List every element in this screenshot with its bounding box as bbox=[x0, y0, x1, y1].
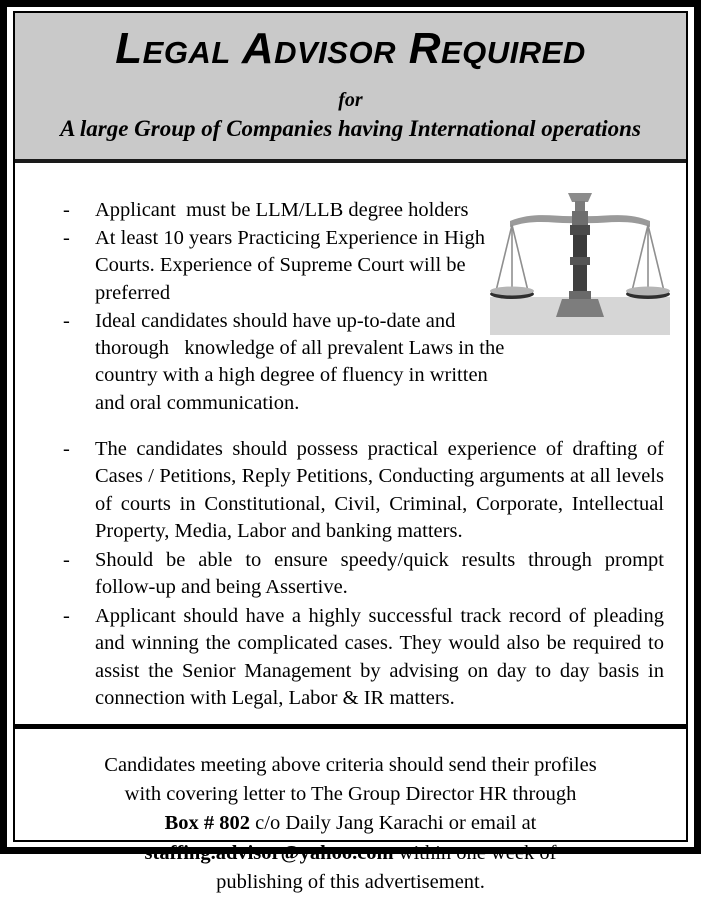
requirement-text: At least 10 years Practicing Experience in High Courts. Experience of Supreme Court will be preferred bbox=[95, 227, 491, 304]
instructions-line-3 bbox=[35, 809, 666, 838]
box-number-suffix: c/o Daily Jang Karachi or email at bbox=[250, 812, 537, 835]
bullet-marker: - bbox=[63, 198, 70, 221]
requirement-text: Should be able to ensure speedy/quick results through prompt follow-up and being Assertive. bbox=[95, 548, 670, 599]
bullet-marker: - bbox=[63, 309, 70, 332]
list-item bbox=[37, 547, 670, 602]
list-item bbox=[37, 436, 670, 546]
box-number: Box # 802 bbox=[164, 812, 251, 835]
application-instructions bbox=[15, 724, 686, 913]
list-item bbox=[37, 603, 670, 713]
list-item bbox=[37, 197, 507, 224]
requirement-text: The candidates should possess practical experience of drafting of Cases / Petitions, Reply Petitions, Conducting arguments at all levels of courts in Constitutional, Civil, Criminal, Corporate, Intellectual Property, Media, Labor and banking matters. bbox=[95, 437, 670, 543]
primary-requirements-list bbox=[37, 197, 510, 417]
list-item bbox=[37, 308, 510, 417]
requirement-text: Applicant should have a highly successful track record of pleading and winning the complicated cases. They would also be required to assist the Senior Management by advising on day to day basis in connection with Legal, Labor & IR matters. bbox=[95, 604, 670, 710]
list-item bbox=[37, 225, 507, 307]
advertisement-frame bbox=[13, 11, 688, 893]
bullet-marker: - bbox=[63, 548, 70, 571]
secondary-requirements-list bbox=[37, 436, 670, 713]
instructions-line-2: with covering letter to The Group Director HR through bbox=[124, 782, 577, 805]
bullet-marker: - bbox=[63, 437, 70, 460]
bullet-marker: - bbox=[63, 227, 70, 250]
headline-title: Legal Advisor Required bbox=[115, 24, 586, 73]
requirement-text: Ideal candidates should have up-to-date and thorough knowledge of all prevalent Laws in the country with a high degree of fluency in written and oral communication. bbox=[95, 309, 510, 414]
bullet-marker: - bbox=[63, 604, 70, 627]
instructions-line-1: Candidates meeting above criteria should send their profiles bbox=[104, 753, 597, 776]
company-description: A large Group of Companies having International operations bbox=[60, 115, 641, 141]
deadline-text: within one week of bbox=[393, 841, 557, 864]
for-label: for bbox=[338, 88, 363, 111]
contact-email[interactable]: staffing.advisor@yahoo.com bbox=[144, 841, 394, 864]
scales-of-justice-icon bbox=[490, 187, 670, 335]
instructions-line-5: publishing of this advertisement. bbox=[216, 870, 485, 893]
requirement-text: Applicant must be LLM/LLB degree holders bbox=[95, 198, 469, 221]
advertisement-header bbox=[15, 13, 686, 163]
requirements-section bbox=[15, 163, 686, 724]
instructions-line-4 bbox=[35, 839, 666, 868]
